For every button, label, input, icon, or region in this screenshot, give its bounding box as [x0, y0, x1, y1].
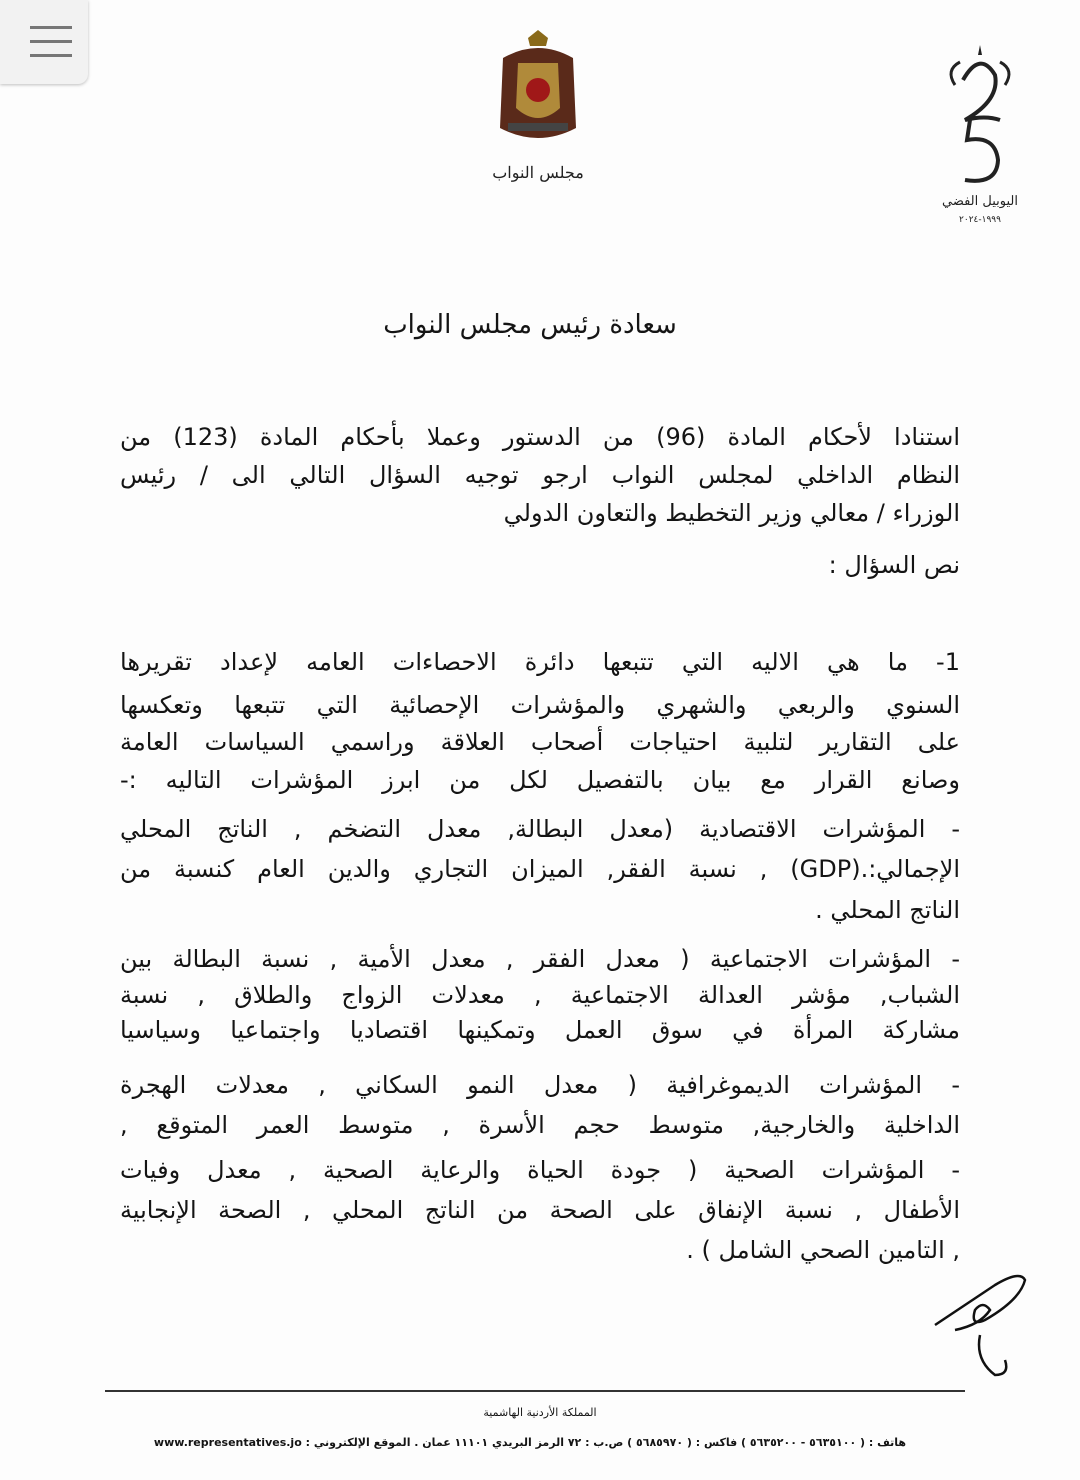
menu-button[interactable]: [0, 0, 88, 84]
footer-country: المملكة الأردنية الهاشمية: [483, 1406, 597, 1419]
question-heading: نص السؤال :: [828, 551, 960, 579]
bullet-social: الشباب, مؤشر العدالة الاجتماعية , معدلات الزواج والطلاق , نسبة: [120, 981, 960, 1009]
silver-jubilee-logo: [935, 40, 1025, 230]
coat-of-arms-logo: [488, 28, 588, 198]
question-line: وصانع القرار مع بيان بالتفصيل لكل من ابرز المؤشرات التاليه :-: [120, 766, 960, 794]
svg-text:١٩٩٩-٢٠٢٤: ١٩٩٩-٢٠٢٤: [959, 215, 1001, 225]
question-line: على التقارير لتلبية احتياجات أصحاب العلاقة وراسمي السياسات العامة: [120, 728, 960, 756]
bullet-social: مشاركة المرأة في سوق العمل وتمكينها اقتصاديا واجتماعيا وسياسيا: [120, 1016, 960, 1044]
intro-line: استنادا لأحكام المادة (96) من الدستور وعملا بأحكام المادة (123) من: [120, 423, 960, 451]
question-line: السنوي والربعي والشهري والمؤشرات الإحصائية التي تتبعها وتعكسها: [120, 691, 960, 719]
intro-line: النظام الداخلي لمجلس النواب ارجو توجيه السؤال التالي الى / رئيس: [120, 461, 960, 489]
svg-text:اليوبيل الفضي: اليوبيل الفضي: [942, 194, 1018, 209]
footer-divider: [105, 1390, 965, 1392]
svg-text:مجلس النواب: مجلس النواب: [492, 163, 584, 182]
menu-icon-bar: [30, 26, 72, 29]
bullet-economic: - المؤشرات الاقتصادية (معدل البطالة, معدل التضخم , الناتج المحلي: [120, 815, 960, 843]
footer-contact: هاتف : ( ٥٦٣٥١٠٠ - ٥٦٣٥٢٠٠ ) فاكس : ( ٥٦٨٥٩٧٠ ) ص.ب : ٧٢ الرمز البريدي ١١١٠١ عمان . الموقع الإلكتروني : www.representatives.jo: [153, 1436, 907, 1449]
intro-line: الوزراء / معالي وزير التخطيط والتعاون الدولي: [503, 499, 960, 527]
bullet-economic: الناتج المحلي .: [815, 896, 960, 924]
bullet-health: الأطفال , نسبة الإنفاق على الصحة من الناتج المحلي , الصحة الإنجابية: [120, 1196, 960, 1224]
menu-icon-bar: [30, 40, 72, 43]
bullet-demographic: - المؤشرات الديموغرافية ( معدل النمو السكاني , معدلات الهجرة: [120, 1071, 960, 1099]
bullet-economic: الإجمالي:.(GDP) , نسبة الفقر, الميزان التجاري والدين العام كنسبة من: [120, 855, 960, 883]
bullet-social: - المؤشرات الاجتماعية ( معدل الفقر , معدل الأمية , نسبة البطالة بين: [120, 945, 960, 973]
question-line: 1- ما هي الاليه التي تتبعها دائرة الاحصاءات العامه لإعداد تقريرها: [120, 648, 960, 676]
bullet-demographic: الداخلية والخارجية, متوسط حجم الأسرة , متوسط العمر المتوقع ,: [120, 1111, 960, 1139]
menu-icon-bar: [30, 54, 72, 57]
addressee: سعادة رئيس مجلس النواب: [383, 310, 677, 340]
bullet-health: - المؤشرات الصحية ( جودة الحياة والرعاية الصحية , معدل وفيات: [120, 1156, 960, 1184]
bullet-health: , التامين الصحي الشامل ) .: [686, 1236, 960, 1264]
signature: [925, 1265, 1035, 1385]
